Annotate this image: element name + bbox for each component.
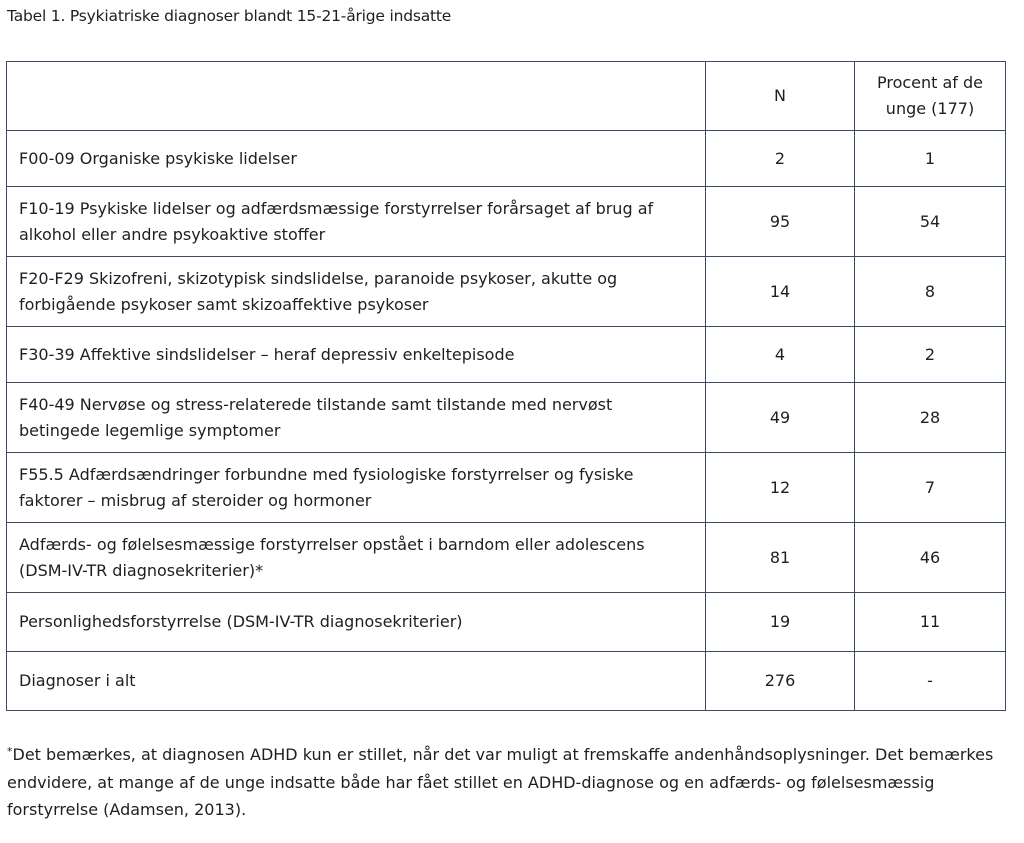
row-percent: 28: [855, 383, 1006, 453]
row-percent: 11: [855, 593, 1006, 652]
footnote-text: Det bemærkes, at diagnosen ADHD kun er stillet, når det var muligt at fremskaffe andenhåndsoplysninger. Det bemærkes endvidere, at mange af de unge indsatte både har fået stillet en ADHD-diagnose og en adfærds- og følelsesmæssig forstyrrelse (Adamsen, 2013).: [7, 745, 994, 819]
header-percent: [855, 62, 1006, 131]
row-n: 2: [706, 131, 855, 187]
row-percent: 1: [855, 131, 1006, 187]
header-n: N: [706, 62, 855, 131]
row-n: 81: [706, 523, 855, 593]
row-label: F20-F29 Skizofreni, skizotypisk sindslidelse, paranoide psykoser, akutte og forbigående psykoser samt skizoaffektive psykoser: [7, 257, 706, 327]
header-percent-text: Procent af de unge (177): [876, 73, 984, 118]
table-row: [7, 593, 1006, 652]
row-label: F10-19 Psykiske lidelser og adfærdsmæssige forstyrrelser forårsaget af brug af alkohol eller andre psykoaktive stoffer: [7, 187, 706, 257]
table-header-row: [7, 62, 1006, 131]
table-caption: Tabel 1. Psykiatriske diagnoser blandt 15-21-årige indsatte: [7, 7, 452, 25]
row-label: Adfærds- og følelsesmæssige forstyrrelser opstået i barndom eller adolescens (DSM-IV-TR diagnosekriterier)*: [7, 523, 706, 593]
footnote: [7, 738, 997, 824]
row-percent: 46: [855, 523, 1006, 593]
row-n: 14: [706, 257, 855, 327]
row-percent: 54: [855, 187, 1006, 257]
row-n: 19: [706, 593, 855, 652]
table-row: [7, 523, 1006, 593]
row-n: 49: [706, 383, 855, 453]
row-n: 95: [706, 187, 855, 257]
row-percent: 2: [855, 327, 1006, 383]
row-n: 276: [706, 652, 855, 711]
row-label: F40-49 Nervøse og stress-relaterede tilstande samt tilstande med nervøst betingede legemlige symptomer: [7, 383, 706, 453]
row-n: 12: [706, 453, 855, 523]
row-label: F30-39 Affektive sindslidelser – heraf depressiv enkeltepisode: [7, 327, 706, 383]
row-n: 4: [706, 327, 855, 383]
row-percent: 7: [855, 453, 1006, 523]
row-percent: 8: [855, 257, 1006, 327]
table-row-total: [7, 652, 1006, 711]
table-row: [7, 453, 1006, 523]
table-row: [7, 257, 1006, 327]
table-row: [7, 187, 1006, 257]
table-row: [7, 327, 1006, 383]
row-percent: -: [855, 652, 1006, 711]
row-label: Diagnoser i alt: [7, 652, 706, 711]
row-label: Personlighedsforstyrrelse (DSM-IV-TR diagnosekriterier): [7, 593, 706, 652]
row-label: F00-09 Organiske psykiske lidelser: [7, 131, 706, 187]
table-row: [7, 131, 1006, 187]
header-label-cell: [7, 62, 706, 131]
table-row: [7, 383, 1006, 453]
row-label: F55.5 Adfærdsændringer forbundne med fysiologiske forstyrrelser og fysiske faktorer – misbrug af steroider og hormoner: [7, 453, 706, 523]
footnote-marker: *: [7, 745, 13, 758]
diagnosis-table: [6, 61, 1006, 711]
